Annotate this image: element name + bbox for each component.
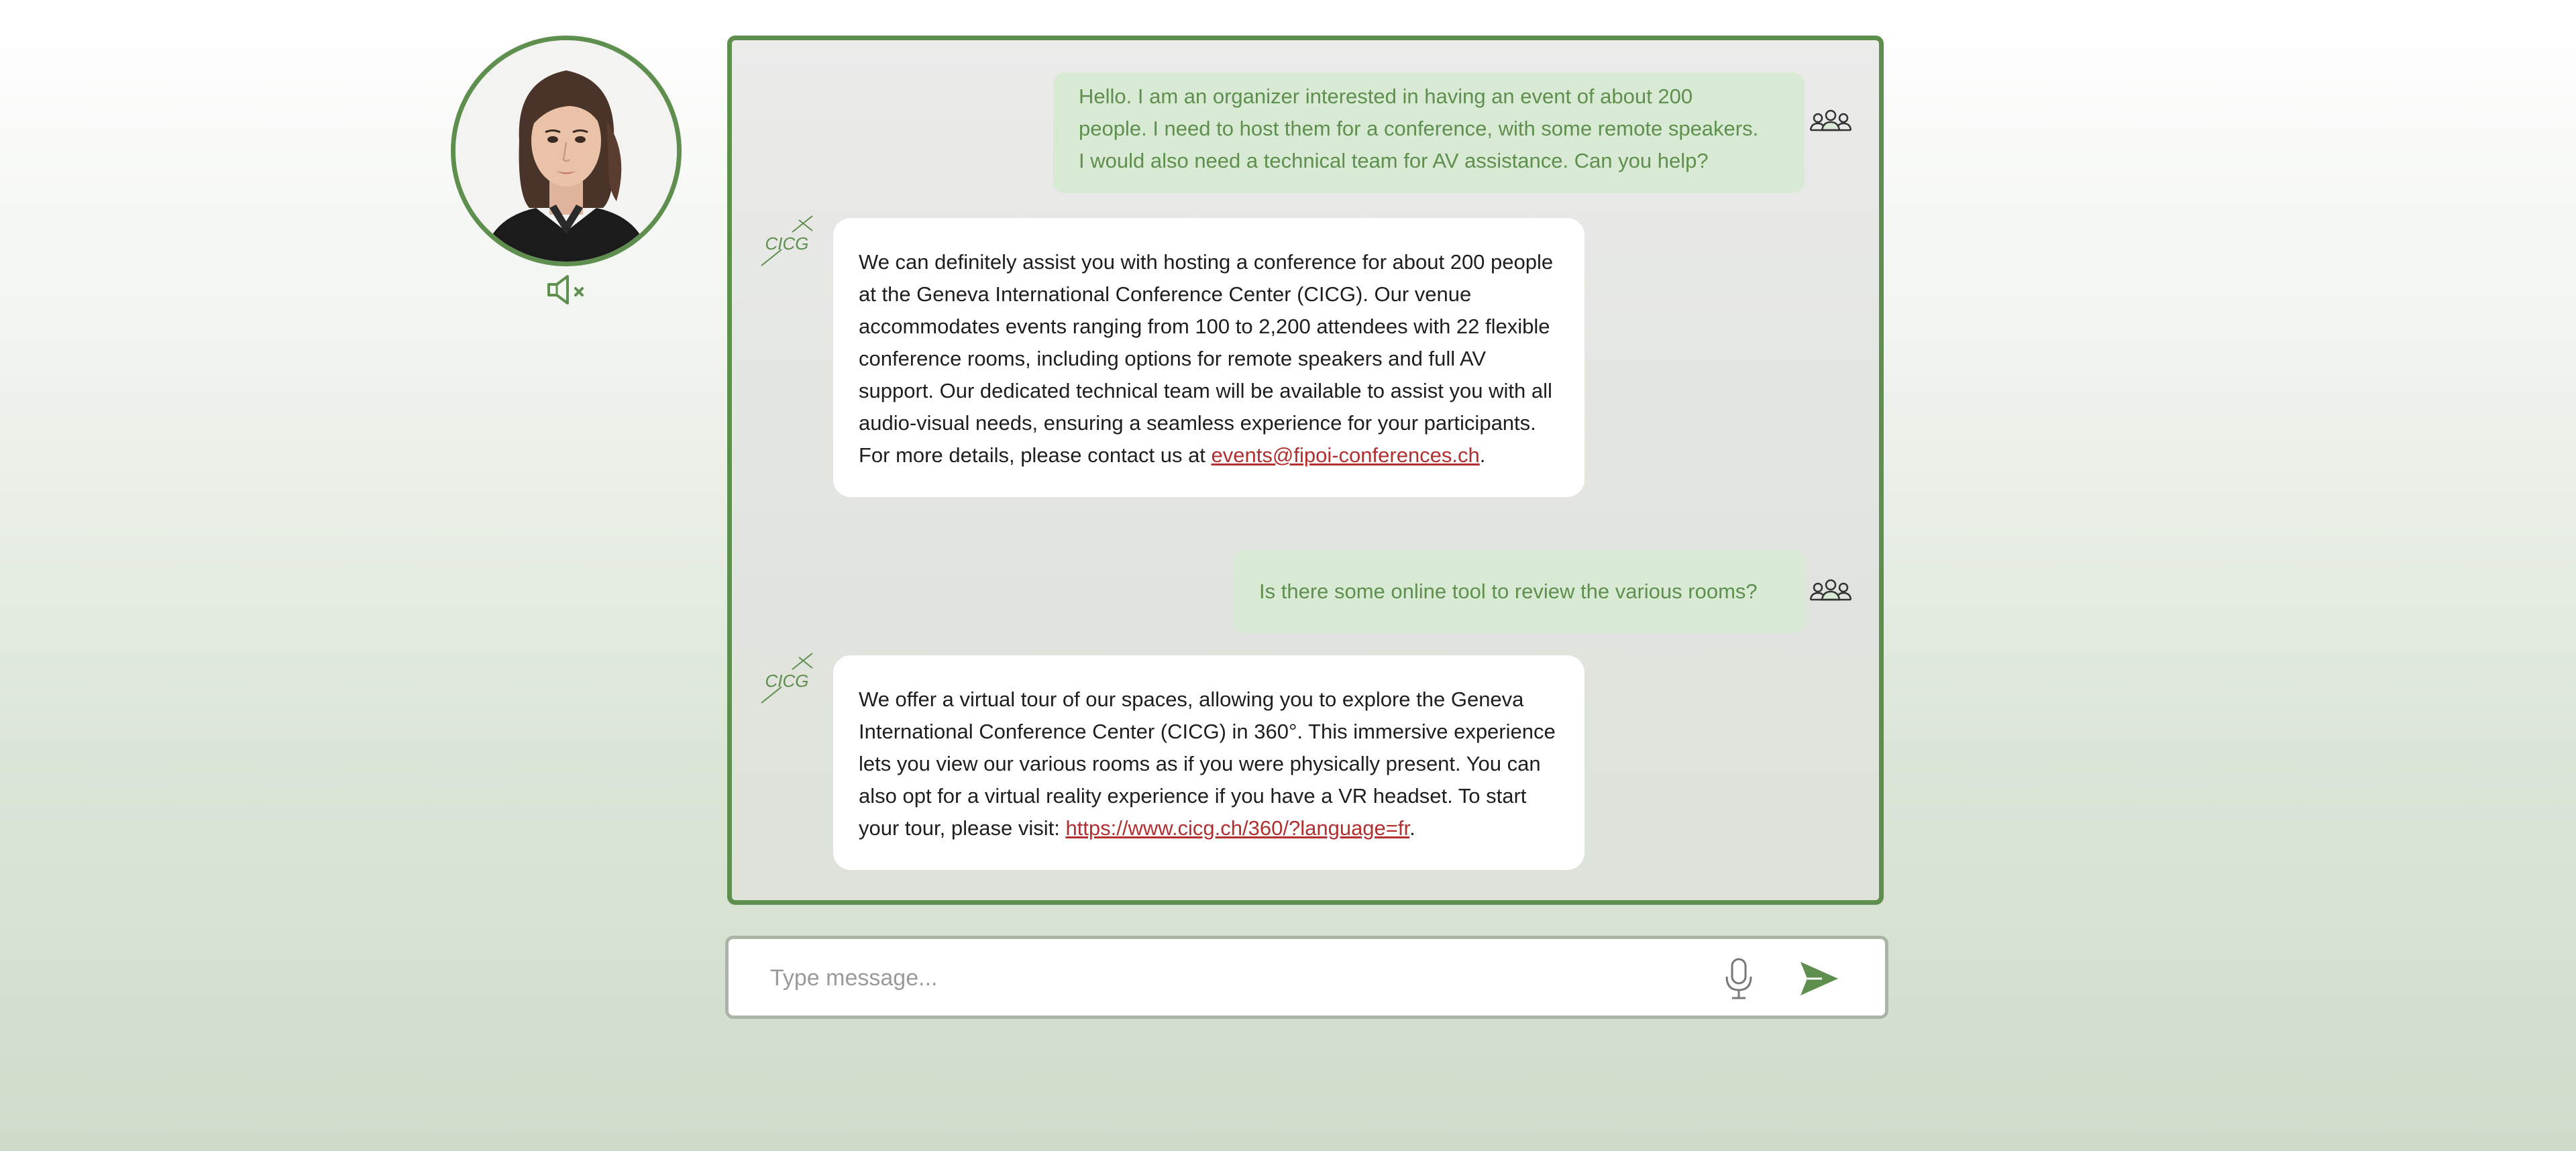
user-group-icon: [1809, 107, 1853, 138]
svg-text:CICG: CICG: [765, 233, 809, 254]
user-message: [1234, 550, 1805, 633]
user-message-line: I would also need a technical team for AV assistance. Can you help?: [1079, 149, 1709, 172]
user-message-line: Hello. I am an organizer interested in having an event of about 200: [1079, 85, 1693, 108]
virtual-tour-link[interactable]: https://www.cicg.ch/360/?language=fr: [1065, 816, 1410, 840]
user-group-icon: [1809, 577, 1853, 608]
assistant-avatar: [451, 36, 682, 266]
send-icon: [1798, 959, 1841, 998]
assistant-portrait-image: [455, 40, 677, 262]
mute-toggle-button[interactable]: [545, 271, 589, 309]
bot-message-trail: .: [1479, 443, 1486, 467]
bot-message: [833, 218, 1585, 497]
user-message-line: Is there some online tool to review the various rooms?: [1259, 580, 1758, 603]
bot-message-trail: .: [1409, 816, 1415, 840]
cicg-logo-icon: [759, 215, 815, 271]
message-input[interactable]: [769, 958, 1641, 998]
send-button[interactable]: [1798, 959, 1841, 998]
chat-panel: [727, 36, 1884, 905]
user-message-line: people. I need to host them for a conference, with some remote speakers.: [1079, 117, 1759, 140]
microphone-icon: [1720, 956, 1758, 1001]
cicg-logo-icon: [759, 652, 815, 708]
chat-message-list[interactable]: [732, 40, 1879, 871]
bot-message: [833, 655, 1585, 870]
message-composer: [725, 936, 1888, 1019]
speaker-muted-icon: [545, 271, 589, 309]
bot-message-text: We can definitely assist you with hosting a conference for about 200 people at the Geneva International Conference Center (CICG). Our venue accommodates events ranging from 100 to 2,200 attendees with 22 flexible conference rooms, including options for remote speakers and full AV support. Our dedicated technical team will be available to assist you with all audio-visual needs, ensuring a seamless experience for your participants. For more details, please contact us at: [859, 250, 1554, 467]
svg-text:CICG: CICG: [765, 671, 809, 691]
user-message: [1053, 72, 1805, 193]
microphone-button[interactable]: [1720, 956, 1758, 1001]
contact-email-link[interactable]: events@fipoi-conferences.ch: [1211, 443, 1480, 467]
bot-message-text: We offer a virtual tour of our spaces, allowing you to explore the Geneva International Conference Center (CICG) in 360°. This immersive experience lets you view our various rooms as if you were physically present. You can also opt for a virtual reality experience if you have a VR headset. To start your tour, please visit:: [859, 688, 1556, 840]
